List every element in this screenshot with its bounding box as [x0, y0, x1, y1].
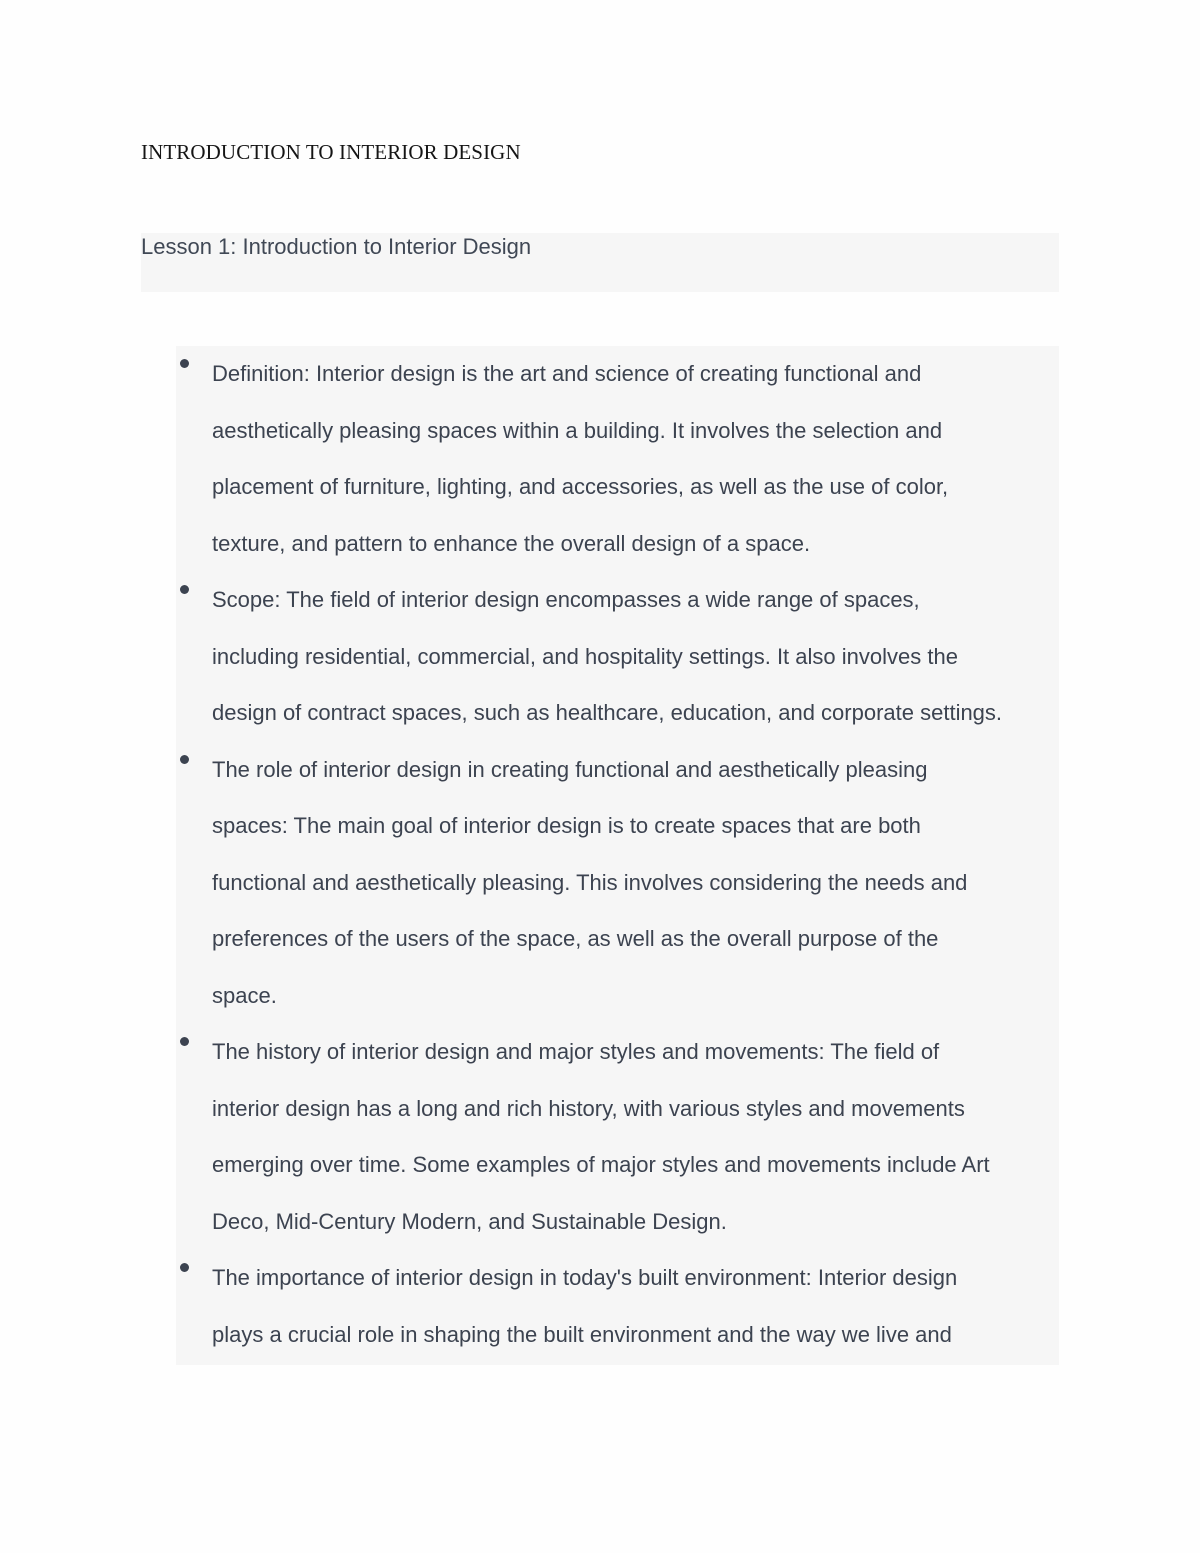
text-line: design of contract spaces, such as healthcare, education, and corporate settings.: [212, 700, 1003, 725]
list-item-definition: [176, 346, 1059, 572]
text-line: Deco, Mid-Century Modern, and Sustainable Design.: [212, 1208, 727, 1234]
text-line: emerging over time. Some examples of major styles and movements include Art: [212, 1152, 990, 1177]
text-line: The importance of interior design in today's built environment: Interior design: [212, 1265, 958, 1290]
text-line: Scope: The field of interior design encompasses a wide range of spaces,: [212, 587, 920, 612]
bullet-icon: [180, 359, 189, 368]
list-item-history: [176, 1024, 1059, 1250]
list-item-role: [176, 742, 1059, 1025]
text-line: The history of interior design and major styles and movements: The field of: [212, 1039, 940, 1064]
bullet-icon: [180, 1037, 189, 1046]
text-line: interior design has a long and rich history, with various styles and movements: [212, 1095, 965, 1121]
text-line: placement of furniture, lighting, and accessories, as well as the use of color,: [212, 474, 949, 499]
lesson-heading: Lesson 1: Introduction to Interior Design: [141, 234, 532, 259]
list-item-importance: [176, 1250, 1059, 1363]
bullet-icon: [180, 755, 189, 764]
text-line: space.: [212, 982, 277, 1008]
text-line: functional and aesthetically pleasing. This involves considering the needs and: [212, 869, 968, 895]
bullet-list: [176, 346, 1059, 1363]
text-line: texture, and pattern to enhance the overall design of a space.: [212, 530, 811, 556]
text-line: preferences of the users of the space, as well as the overall purpose of the: [212, 926, 939, 951]
bullet-icon: [180, 585, 189, 594]
text-line: plays a crucial role in shaping the built environment and the way we live and: [212, 1321, 952, 1347]
document-title: INTRODUCTION TO INTERIOR DESIGN: [141, 140, 521, 164]
text-line: Definition: Interior design is the art and science of creating functional and: [212, 361, 922, 386]
text-line: aesthetically pleasing spaces within a building. It involves the selection and: [212, 417, 943, 443]
lesson-content-block: [176, 346, 1059, 1365]
lesson-heading-block: [141, 233, 1059, 292]
text-line: spaces: The main goal of interior design is to create spaces that are both: [212, 813, 921, 838]
bullet-icon: [180, 1263, 189, 1272]
text-line: The role of interior design in creating functional and aesthetically pleasing: [212, 756, 928, 782]
list-item-scope: [176, 572, 1059, 742]
text-line: including residential, commercial, and hospitality settings. It also involves the: [212, 643, 958, 669]
